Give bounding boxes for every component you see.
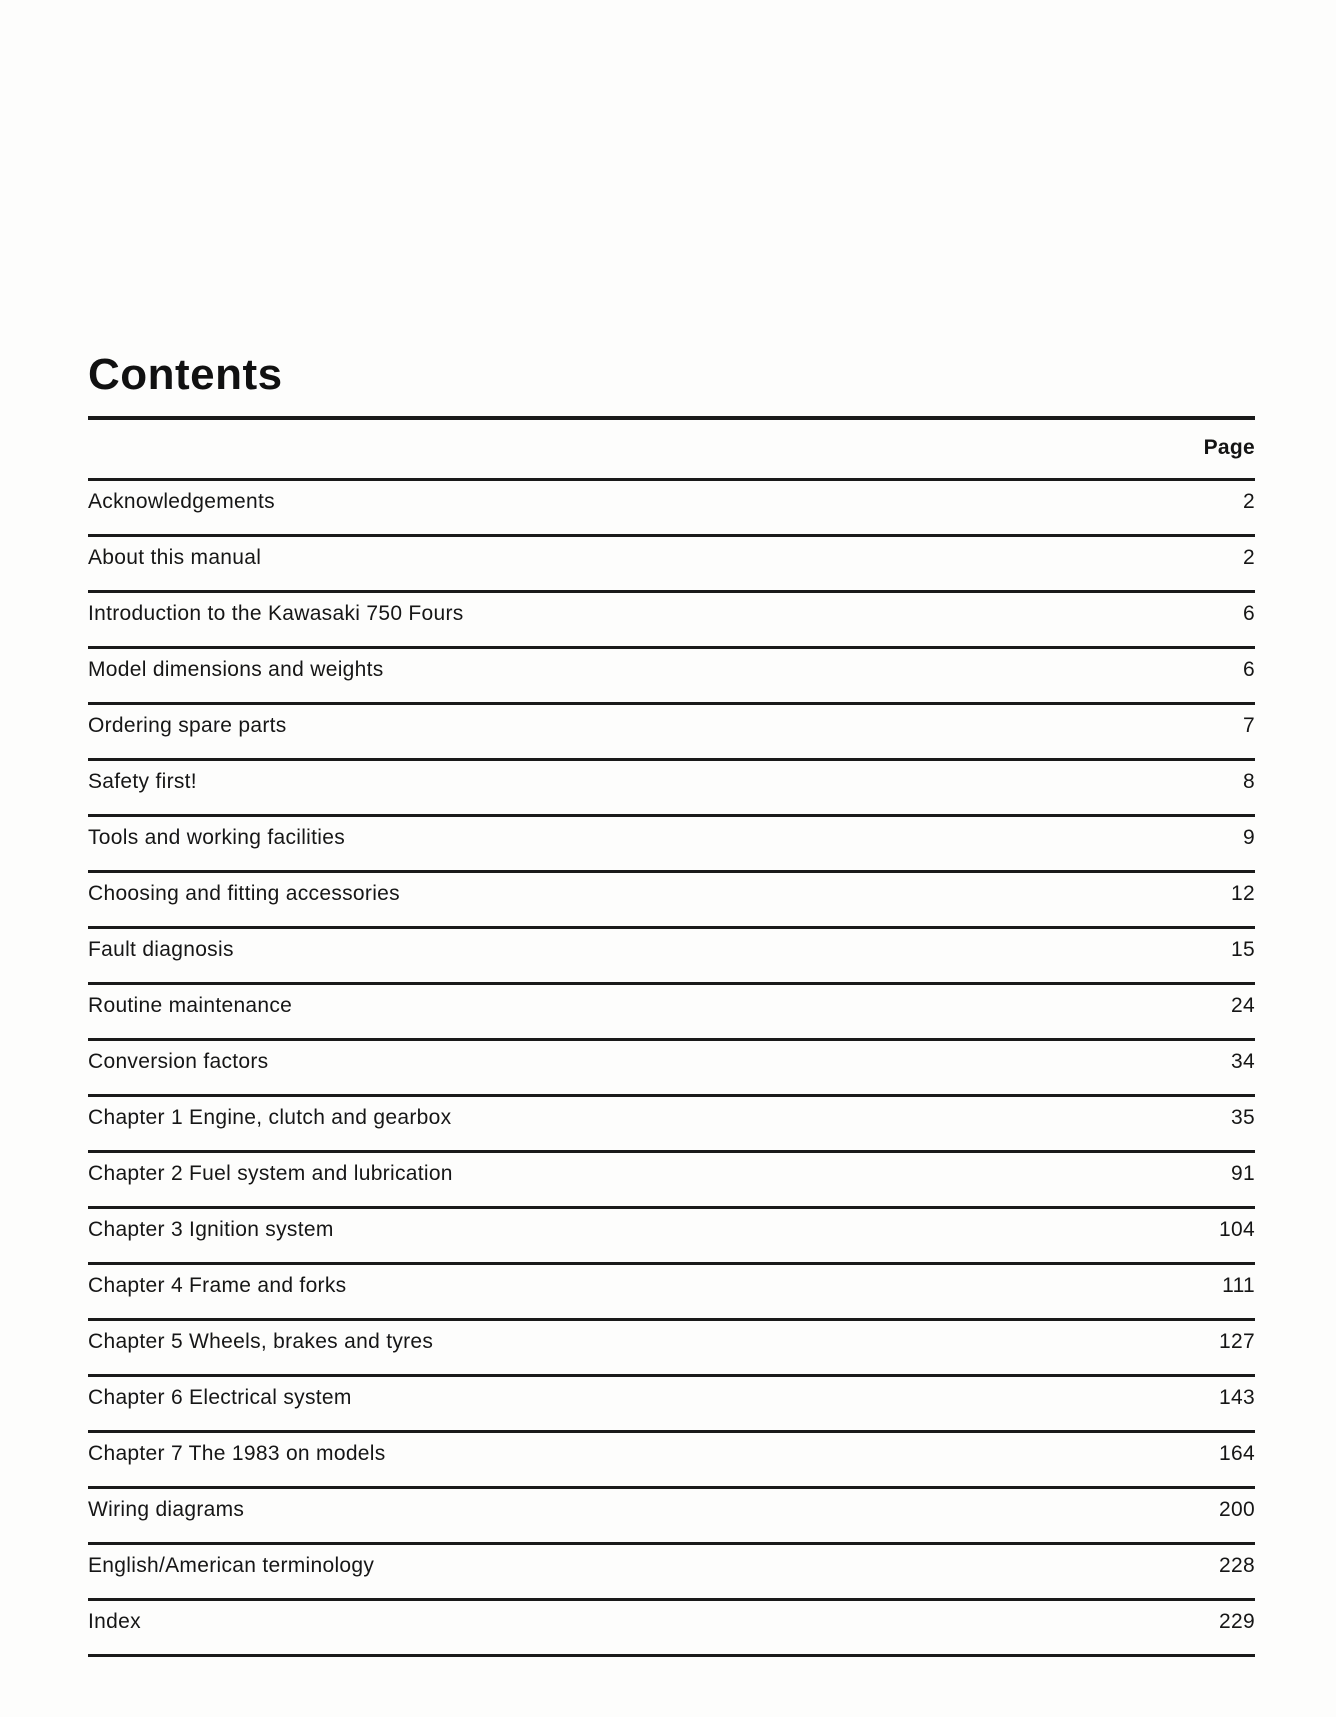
toc-entry-page: 164 <box>1219 1442 1255 1465</box>
toc-entry-label: Index <box>88 1610 141 1633</box>
toc-entry-label: Chapter 3 Ignition system <box>88 1218 334 1241</box>
toc-entry-page: 34 <box>1231 1050 1255 1073</box>
toc-entry-label: Chapter 1 Engine, clutch and gearbox <box>88 1106 452 1129</box>
toc-row <box>88 1430 1255 1486</box>
toc-entry-page: 35 <box>1231 1106 1255 1129</box>
toc-entry-label: Wiring diagrams <box>88 1498 245 1521</box>
toc-entry-label: Chapter 7 The 1983 on models <box>88 1442 386 1465</box>
toc-entry-label: Chapter 6 Electrical system <box>88 1386 352 1409</box>
toc-entry-label: Introduction to the Kawasaki 750 Fours <box>88 602 464 625</box>
toc-row <box>88 1486 1255 1542</box>
toc-entry-page: 8 <box>1243 770 1255 793</box>
toc-row <box>88 702 1255 758</box>
toc-row <box>88 1038 1255 1094</box>
toc-row <box>88 1542 1255 1598</box>
toc-entry-page: 104 <box>1219 1218 1255 1241</box>
toc-entry-page: 9 <box>1243 826 1255 849</box>
toc-entry-label: Chapter 2 Fuel system and lubrication <box>88 1162 453 1185</box>
toc-entry-label: English/American terminology <box>88 1554 375 1577</box>
toc-entry-label: About this manual <box>88 546 262 569</box>
toc-row <box>88 478 1255 534</box>
toc-entry-page: 12 <box>1231 882 1255 905</box>
toc-entry-label: Tools and working facilities <box>88 826 346 849</box>
toc-entry-label: Ordering spare parts <box>88 714 287 737</box>
toc-entry-page: 127 <box>1219 1330 1255 1353</box>
toc-entry-label: Routine maintenance <box>88 994 293 1017</box>
toc-row <box>88 590 1255 646</box>
toc-row <box>88 1150 1255 1206</box>
toc-entry-page: 2 <box>1243 546 1255 569</box>
toc-entry-page: 111 <box>1222 1274 1255 1297</box>
toc-entry-label: Chapter 4 Frame and forks <box>88 1274 347 1297</box>
toc-entry-page: 143 <box>1219 1386 1255 1409</box>
toc-entry-page: 200 <box>1219 1498 1255 1521</box>
toc-entry-page: 228 <box>1219 1554 1255 1577</box>
title-rule <box>88 416 1255 420</box>
toc-row <box>88 1598 1255 1654</box>
toc-entry-label: Choosing and fitting accessories <box>88 882 400 905</box>
toc-entry-page: 24 <box>1231 994 1255 1017</box>
toc-entry-label: Conversion factors <box>88 1050 269 1073</box>
toc-row <box>88 646 1255 702</box>
toc-entry-page: 15 <box>1231 938 1255 961</box>
page-column-header: Page <box>1203 436 1255 459</box>
toc-entry-label: Model dimensions and weights <box>88 658 384 681</box>
toc-entry-page: 7 <box>1243 714 1255 737</box>
toc-row <box>88 758 1255 814</box>
toc-row <box>88 534 1255 590</box>
toc-row <box>88 1262 1255 1318</box>
toc-entry-page: 6 <box>1243 602 1255 625</box>
toc-entry-label: Acknowledgements <box>88 490 275 513</box>
toc-row <box>88 814 1255 870</box>
toc-row <box>88 1094 1255 1150</box>
toc-row <box>88 1206 1255 1262</box>
toc-entry-page: 229 <box>1219 1610 1255 1633</box>
toc-row <box>88 1374 1255 1430</box>
toc-row <box>88 1318 1255 1374</box>
toc-entry-label: Chapter 5 Wheels, brakes and tyres <box>88 1330 434 1353</box>
toc-entry-label: Fault diagnosis <box>88 938 234 961</box>
toc-row <box>88 926 1255 982</box>
toc-entry-page: 91 <box>1231 1162 1255 1185</box>
toc-list <box>88 478 1255 1657</box>
toc-entry-label: Safety first! <box>88 770 197 793</box>
toc-row <box>88 982 1255 1038</box>
page-title: Contents <box>88 350 283 399</box>
toc-entry-page: 6 <box>1243 658 1255 681</box>
toc-row <box>88 870 1255 926</box>
toc-entry-page: 2 <box>1243 490 1255 513</box>
